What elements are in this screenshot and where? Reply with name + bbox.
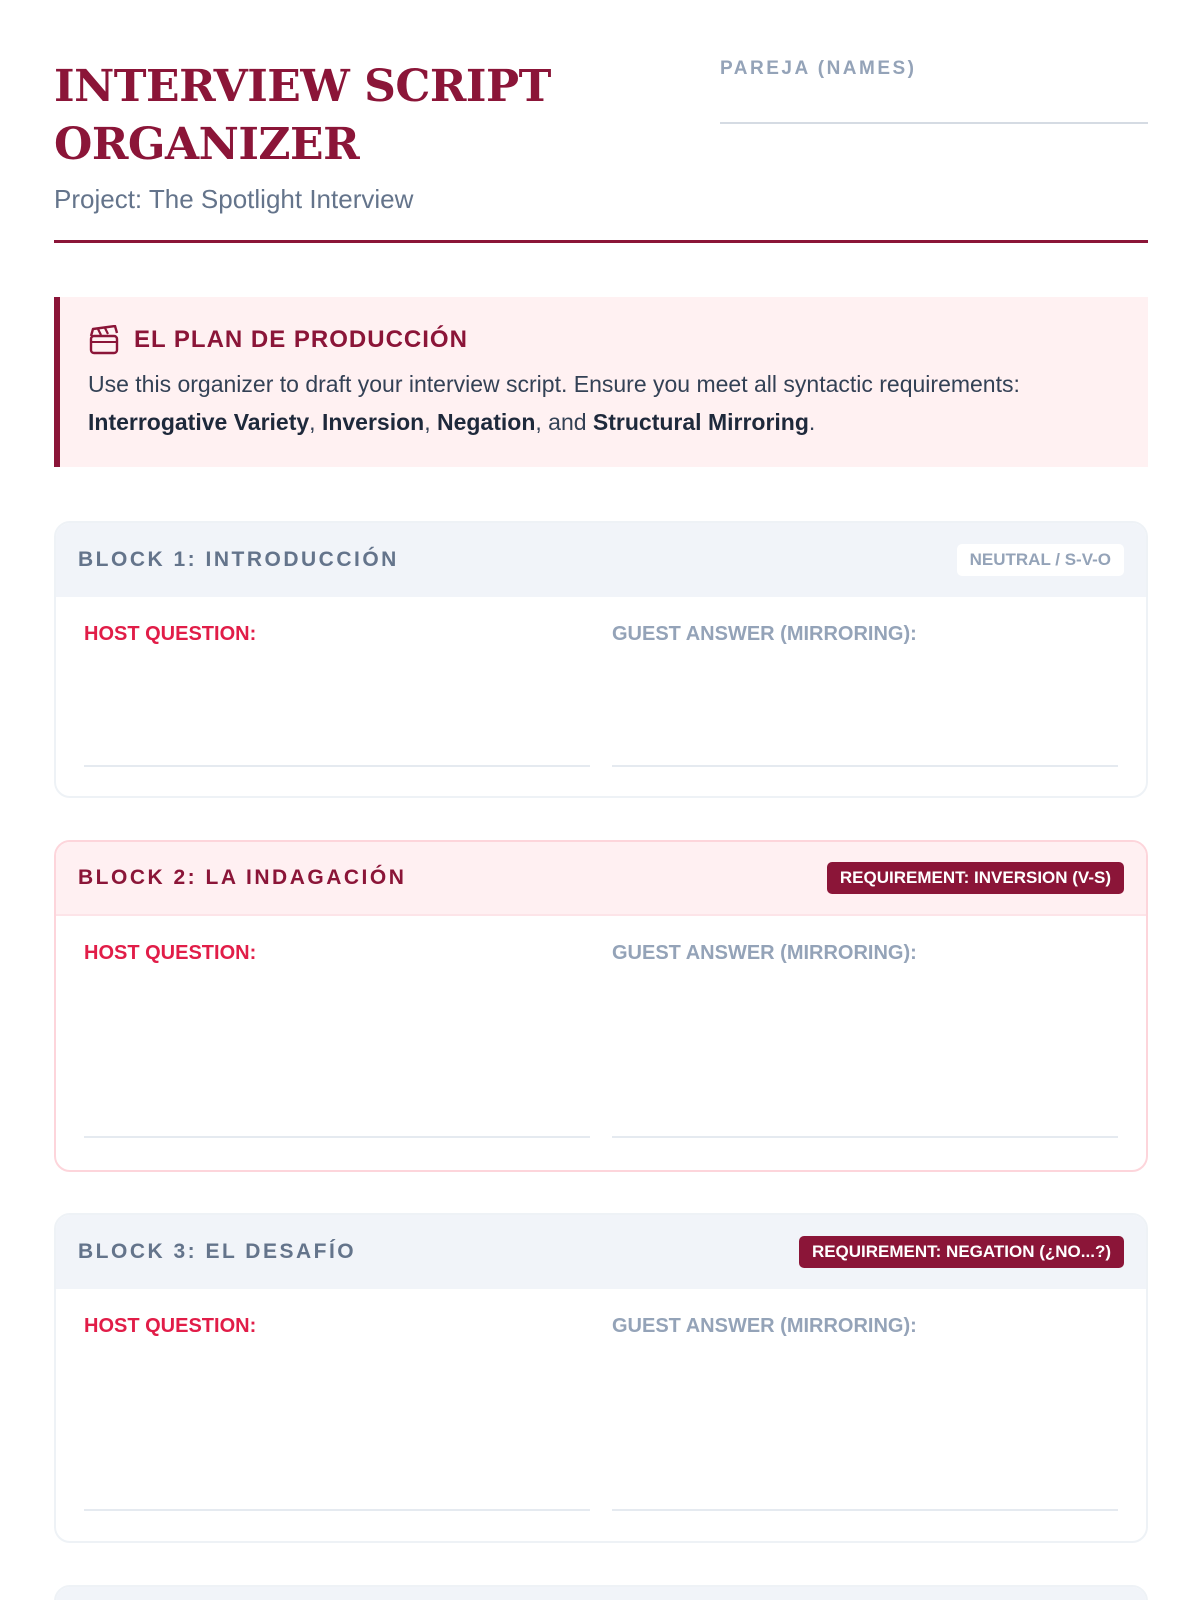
- block-tag: NEUTRAL / S-V-O: [957, 544, 1124, 576]
- req-mirroring: Structural Mirroring: [592, 409, 809, 435]
- block-title: BLOCK 1: INTRODUCCIÓN: [78, 548, 399, 571]
- guest-answer-label: GUEST ANSWER (MIRRORING):: [612, 623, 917, 645]
- guest-answer-field[interactable]: [612, 623, 1118, 646]
- guest-answer-field[interactable]: [612, 942, 1118, 965]
- plan-title: EL PLAN DE PRODUCCIÓN: [134, 326, 468, 353]
- block-requirement-badge: REQUIREMENT: INVERSION (V-S): [827, 862, 1124, 894]
- req-negation: Negation: [436, 409, 536, 435]
- block-header: [56, 1215, 1146, 1289]
- block-title: BLOCK 2: LA INDAGACIÓN: [78, 866, 407, 889]
- block-requirement-badge: REQUIREMENT: NEGATION (¿NO...?): [799, 1236, 1124, 1268]
- host-question-field[interactable]: [84, 942, 590, 965]
- production-plan-callout: [54, 297, 1148, 467]
- page-header: [54, 58, 1148, 244]
- host-answer-line[interactable]: [84, 765, 590, 767]
- block-header: [56, 842, 1146, 916]
- pareja-field[interactable]: [720, 58, 1148, 124]
- guest-answer-line[interactable]: [612, 1509, 1118, 1511]
- guest-answer-label: GUEST ANSWER (MIRRORING):: [612, 1315, 917, 1337]
- req-inversion: Inversion: [321, 409, 425, 435]
- guest-answer-label: GUEST ANSWER (MIRRORING):: [612, 942, 917, 964]
- clapperboard-icon: [88, 325, 120, 355]
- script-block-4: [54, 1585, 1148, 1600]
- block-header: [56, 523, 1146, 597]
- host-answer-line[interactable]: [84, 1136, 590, 1138]
- host-question-label: HOST QUESTION:: [84, 1315, 257, 1337]
- host-question-label: HOST QUESTION:: [84, 623, 257, 645]
- script-block-3: [54, 1213, 1148, 1543]
- page-subtitle: Project: The Spotlight Interview: [54, 184, 414, 214]
- block-header: [56, 1587, 1146, 1600]
- guest-answer-field[interactable]: [612, 1315, 1118, 1338]
- pareja-input-line[interactable]: [720, 122, 1148, 124]
- script-block-2: [54, 840, 1148, 1172]
- header-divider: [54, 240, 1148, 243]
- guest-answer-line[interactable]: [612, 765, 1118, 767]
- script-block-1: [54, 521, 1148, 798]
- host-question-field[interactable]: [84, 1315, 590, 1338]
- req-interrogative: Interrogative Variety: [88, 409, 310, 435]
- host-question-label: HOST QUESTION:: [84, 942, 257, 964]
- pareja-label: PAREJA (NAMES): [720, 58, 917, 79]
- page-title: INTERVIEW SCRIPT ORGANIZER: [54, 61, 551, 170]
- guest-answer-line[interactable]: [612, 1136, 1118, 1138]
- plan-description: Use this organizer to draft your interview script. Ensure you meet all syntactic requirements: Interrogative Variety, Inversion, Negation, and Structural Mirroring.: [88, 371, 1020, 435]
- host-question-field[interactable]: [84, 623, 590, 646]
- host-answer-line[interactable]: [84, 1509, 590, 1511]
- block-title: BLOCK 3: EL DESAFÍO: [78, 1240, 357, 1263]
